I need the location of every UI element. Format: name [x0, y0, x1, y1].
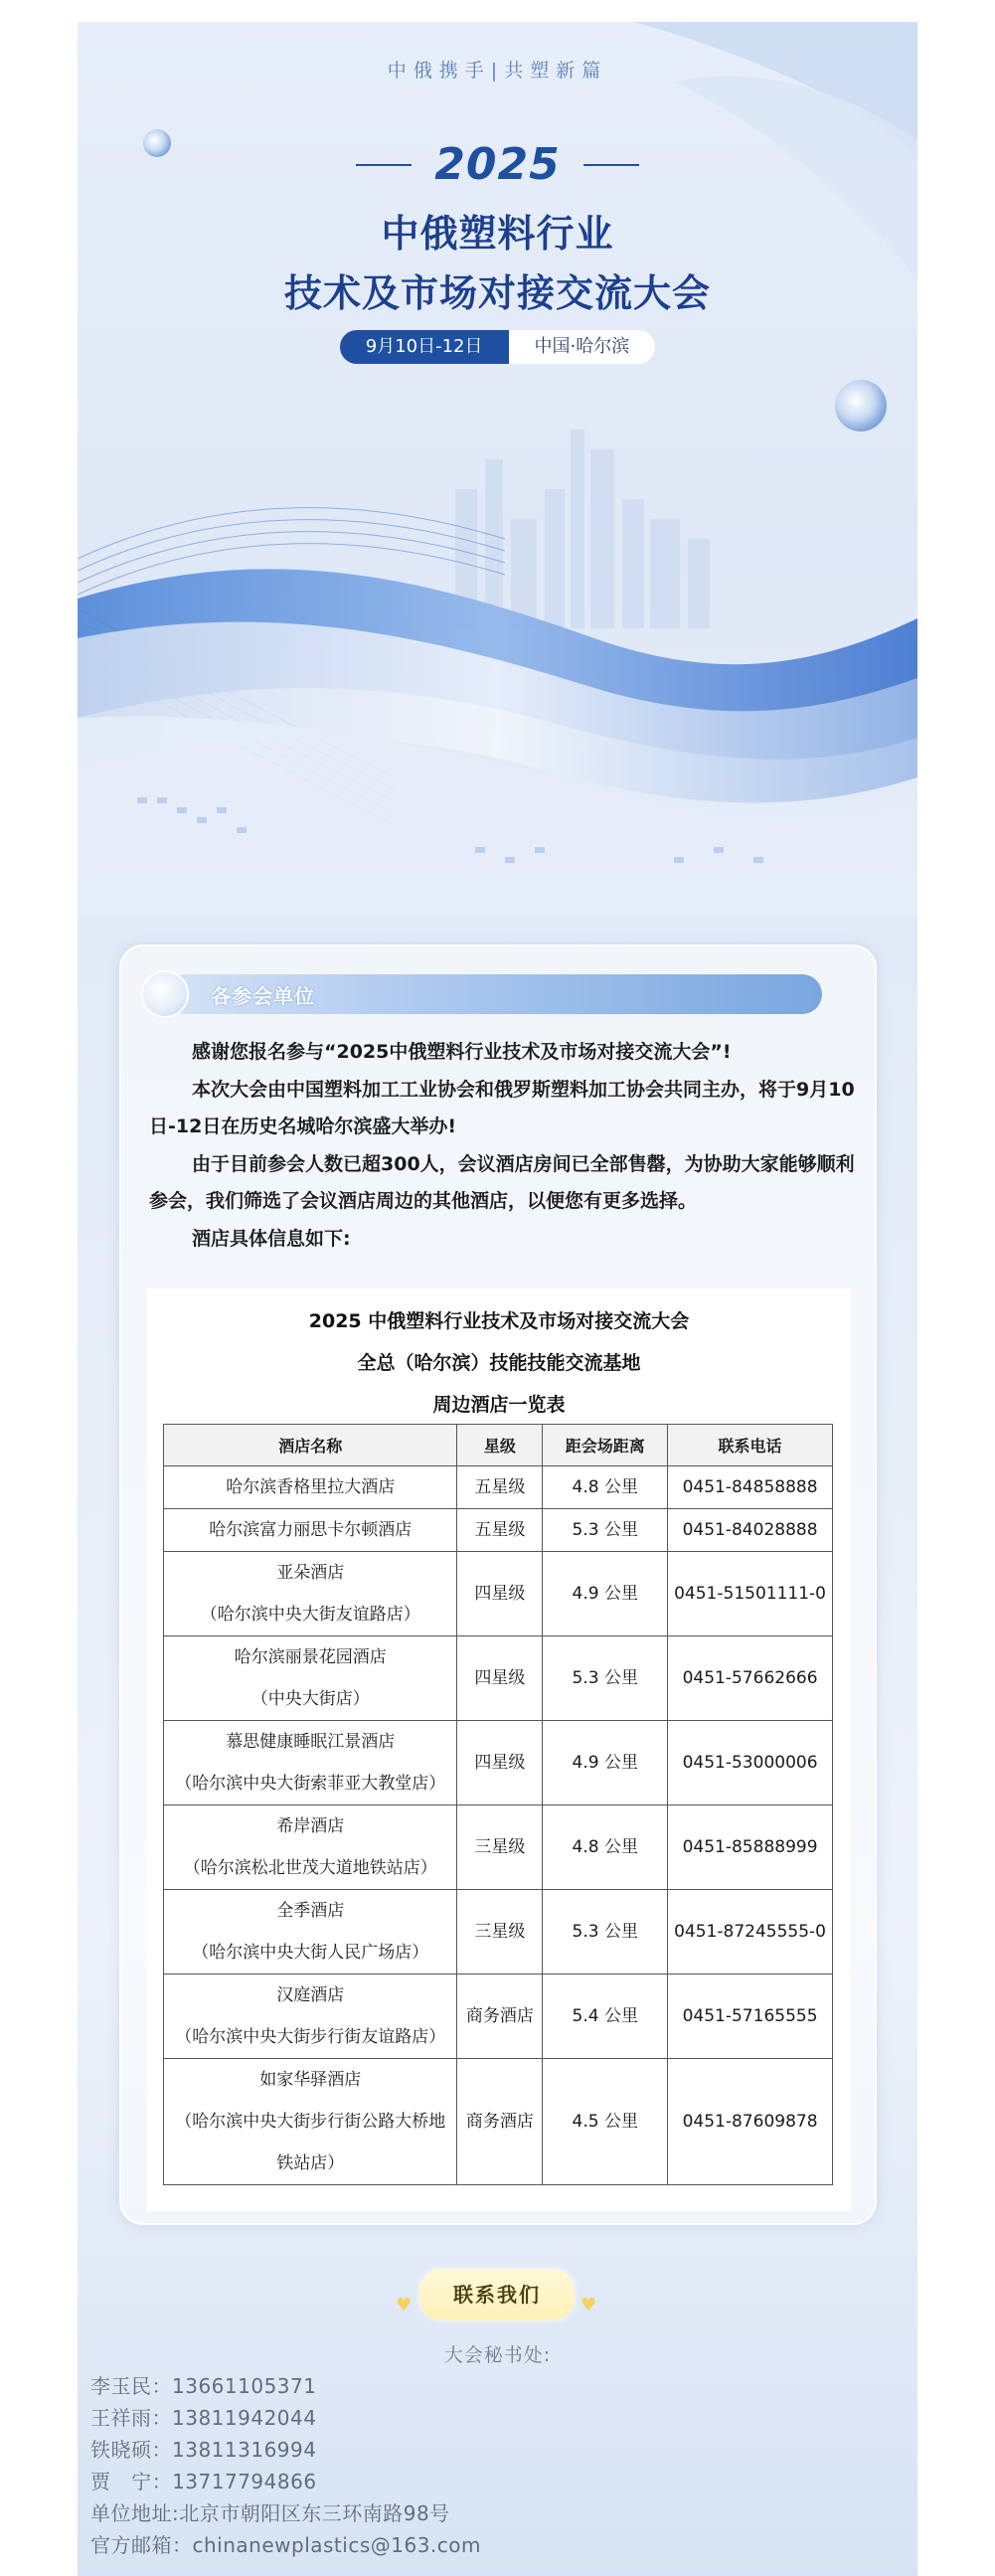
paragraph-2: 本次大会由中国塑料加工工业协会和俄罗斯塑料加工协会共同主办，将于9月10日-12日在历史名城哈尔滨盛大举办! — [149, 1078, 855, 1137]
hotel-star: 三星级 — [457, 1805, 543, 1890]
table-row — [164, 1509, 833, 1552]
hotel-name — [164, 1721, 457, 1805]
table-row — [164, 2059, 833, 2185]
event-date: 9月10日-12日 — [340, 330, 509, 364]
hotel-distance: 4.5 公里 — [543, 2059, 668, 2185]
table-title-3: 周边酒店一览表 — [432, 1394, 566, 1416]
hotel-branch-line: （哈尔滨中央大街人民广场店） — [192, 1943, 429, 1963]
hotel-name-line: 汉庭酒店 — [276, 1985, 345, 2005]
hotel-star: 四星级 — [457, 1636, 543, 1721]
hotel-name-line: 哈尔滨丽景花园酒店 — [234, 1647, 387, 1667]
table-title-1: 2025 中俄塑料行业技术及市场对接交流大会 — [308, 1310, 690, 1332]
hotel-name-line: 哈尔滨富力丽思卡尔顿酒店 — [209, 1520, 413, 1540]
contact-us-button[interactable]: 联系我们 — [419, 2269, 575, 2320]
hotel-phone: 0451-53000006 — [668, 1721, 833, 1805]
contact-email[interactable]: 官方邮箱：chinanewplastics@163.com — [90, 2533, 481, 2557]
contact-line: 李玉民：13661105371 — [90, 2374, 317, 2398]
slogan: 中俄携手|共塑新篇 — [387, 60, 608, 82]
divider-left — [356, 164, 412, 166]
hotel-phone: 0451-85888999 — [668, 1805, 833, 1890]
hotel-star: 商务酒店 — [457, 1975, 543, 2059]
paragraph-1: 感谢您报名参与“2025中俄塑料行业技术及市场对接交流大会”! — [192, 1041, 732, 1063]
heart-icon: ♥ — [580, 2295, 597, 2316]
hotel-name — [164, 1805, 457, 1890]
header-distance: 距会场距离 — [543, 1425, 668, 1466]
poster-page — [78, 22, 917, 2576]
paragraph-3: 由于目前参会人数已超300人，会议酒店房间已全部售罄，为协助大家能够顺利参会，我们筛选了会议酒店周边的其他酒店，以便您有更多选择。 — [149, 1152, 855, 1212]
table-title-2: 全总（哈尔滨）技能技能交流基地 — [357, 1352, 641, 1374]
hotel-branch-line: （中央大街店） — [250, 1689, 370, 1709]
notice-card — [119, 945, 877, 2225]
hotel-star: 商务酒店 — [457, 2059, 543, 2185]
hotel-star: 四星级 — [457, 1721, 543, 1805]
hotel-name-line: 哈尔滨香格里拉大酒店 — [226, 1477, 396, 1497]
hero-banner — [78, 22, 917, 917]
table-row — [164, 1975, 833, 2059]
hotel-branch-line: （哈尔滨中央大街友谊路店） — [200, 1605, 420, 1625]
header-phone: 联系电话 — [668, 1425, 833, 1466]
paragraph-4: 酒店具体信息如下: — [192, 1227, 351, 1250]
hotel-distance: 4.9 公里 — [543, 1721, 668, 1805]
hotel-name-line: 全季酒店 — [276, 1901, 345, 1921]
hotel-phone: 0451-87245555-0 — [668, 1890, 833, 1975]
secretary-label: 大会秘书处: — [443, 2344, 552, 2366]
hotel-distance: 5.4 公里 — [543, 1975, 668, 2059]
hotel-distance: 4.9 公里 — [543, 1552, 668, 1636]
hotel-distance: 5.3 公里 — [543, 1509, 668, 1552]
hotel-name — [164, 1509, 457, 1552]
hotel-star: 三星级 — [457, 1890, 543, 1975]
hotel-name — [164, 2059, 457, 2185]
notice-body — [149, 1034, 855, 1258]
hotel-branch-line-2: 铁站店） — [276, 2153, 345, 2173]
header-hotel-name: 酒店名称 — [164, 1425, 457, 1466]
hotel-list-panel — [147, 1288, 851, 2211]
hotel-name — [164, 1975, 457, 2059]
hotel-branch-line: （哈尔滨中央大街步行街友谊路店） — [175, 2027, 446, 2047]
hotel-name — [164, 1636, 457, 1721]
section-circle-icon — [141, 970, 189, 1018]
hotel-phone: 0451-51501111-0 — [668, 1552, 833, 1636]
hotel-distance: 5.3 公里 — [543, 1636, 668, 1721]
hotel-branch-line: （哈尔滨中央大街索菲亚大教堂店） — [175, 1774, 446, 1794]
hotel-phone: 0451-57165555 — [668, 1975, 833, 2059]
contact-list — [90, 2370, 481, 2561]
hotel-name-line: 慕思健康睡眠江景酒店 — [226, 1732, 396, 1752]
hotel-distance: 5.3 公里 — [543, 1890, 668, 1975]
heart-icon: ♥ — [396, 2295, 413, 2316]
hotel-star: 四星级 — [457, 1552, 543, 1636]
hotel-distance: 4.8 公里 — [543, 1805, 668, 1890]
hotel-branch-line: （哈尔滨松北世茂大道地铁站店） — [183, 1858, 437, 1878]
table-row — [164, 1721, 833, 1805]
hotel-name-line: 亚朵酒店 — [276, 1563, 345, 1583]
hotel-star: 五星级 — [457, 1466, 543, 1509]
contact-line: 铁晓硕：13811316994 — [90, 2438, 317, 2462]
hotel-star: 五星级 — [457, 1509, 543, 1552]
event-location: 中国·哈尔滨 — [509, 330, 656, 364]
table-row — [164, 1805, 833, 1890]
table-row — [164, 1552, 833, 1636]
hotel-name-line: 希岸酒店 — [276, 1816, 345, 1836]
table-row — [164, 1466, 833, 1509]
year-row — [78, 139, 917, 190]
hotel-phone: 0451-84858888 — [668, 1466, 833, 1509]
contact-line: 贾 宁：13717794866 — [90, 2470, 317, 2493]
table-row — [164, 1890, 833, 1975]
hotel-branch-line: （哈尔滨中央大街步行街公路大桥地 — [175, 2112, 446, 2132]
hotel-name-line: 如家华驿酒店 — [259, 2070, 362, 2090]
contact-line: 王祥雨：13811942044 — [90, 2406, 317, 2430]
table-header-row — [164, 1425, 833, 1466]
hotel-phone: 0451-87609878 — [668, 2059, 833, 2185]
header-star: 星级 — [457, 1425, 543, 1466]
hotel-table — [163, 1424, 833, 2185]
event-title-line1: 中俄塑料行业 — [381, 212, 614, 256]
event-title-line2: 技术及市场对接交流大会 — [283, 271, 711, 315]
section-header — [141, 970, 822, 1014]
divider-right — [583, 164, 639, 166]
hotel-distance: 4.8 公里 — [543, 1466, 668, 1509]
hotel-name — [164, 1890, 457, 1975]
hotel-name — [164, 1466, 457, 1509]
hotel-phone: 0451-84028888 — [668, 1509, 833, 1552]
event-year: 2025 — [434, 139, 561, 190]
table-row — [164, 1636, 833, 1721]
contact-address: 单位地址:北京市朝阳区东三环南路98号 — [90, 2501, 450, 2525]
section-title: 各参会单位 — [211, 984, 315, 1008]
hotel-name — [164, 1552, 457, 1636]
date-location-pill — [78, 330, 917, 364]
hotel-phone: 0451-57662666 — [668, 1636, 833, 1721]
